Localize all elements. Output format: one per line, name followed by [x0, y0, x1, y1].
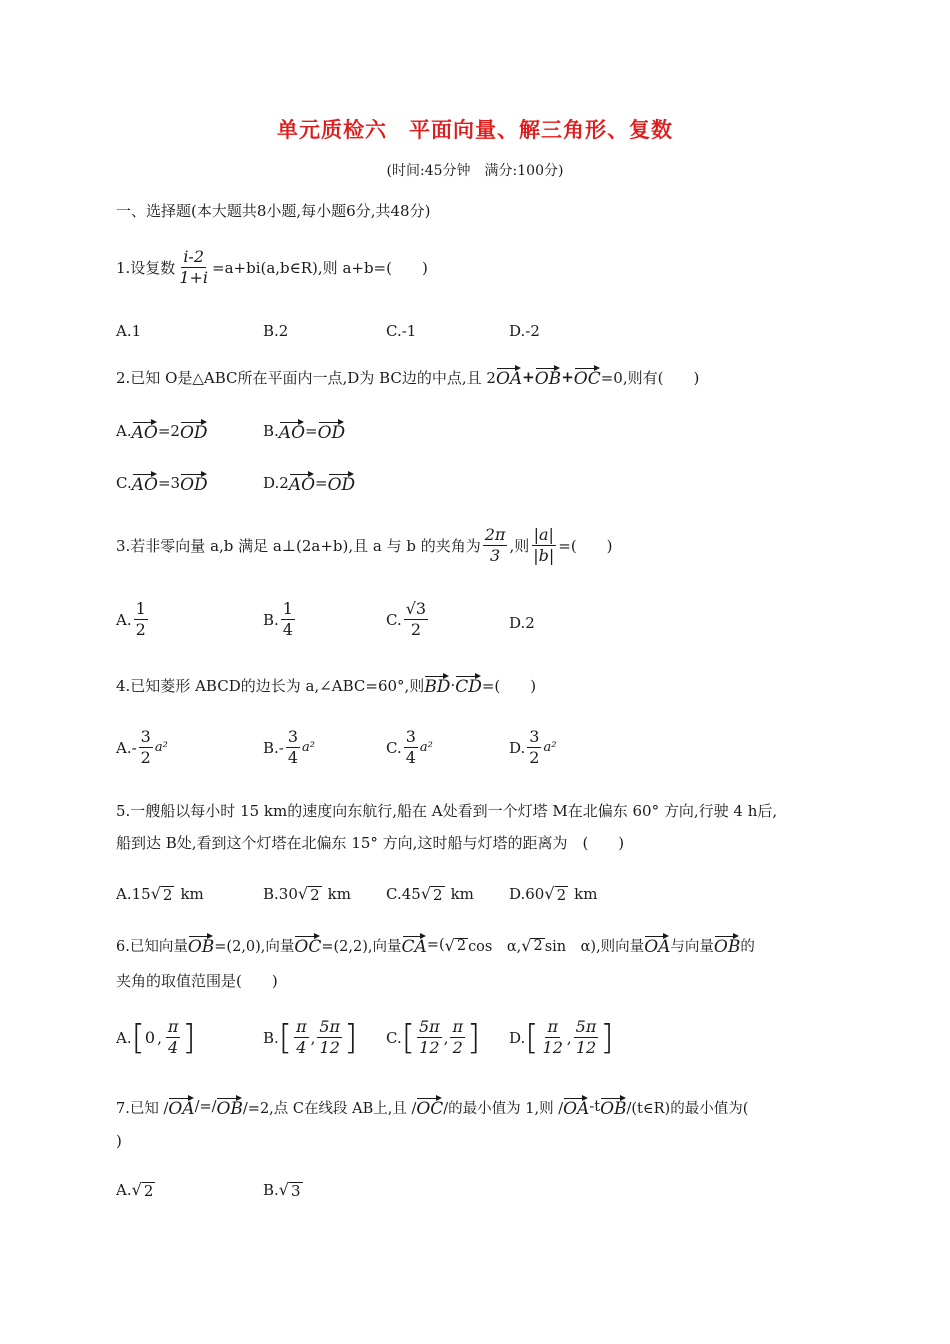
interval-start [294, 1018, 309, 1058]
q5-line-2: 船到达 B处,看到这个灯塔在北偏东 15° 方向,这时船与灯塔的距离为 ( ) [116, 834, 625, 852]
vector-ob: OB [188, 934, 214, 956]
question-3 [116, 526, 613, 566]
option-label: A. [116, 422, 132, 440]
vector-oc: OC [294, 934, 321, 956]
right-bracket: ] [600, 1017, 614, 1058]
right-bracket: ] [344, 1017, 358, 1058]
vector-cd: CD [455, 674, 482, 696]
sqrt: √ 3 [278, 1180, 301, 1200]
radicand: 2 [310, 885, 320, 904]
frac-den: 12 [575, 1038, 597, 1058]
q6-option-c[interactable]: C. [ $\frac{5\pi}{12}$ , $\frac{\pi}{2}$ ] [386, 1017, 481, 1058]
q6-text: =(2,0),向量 [214, 938, 295, 955]
frac-den: 2 [410, 620, 421, 640]
exam-info: (时间:45分钟 满分:100分) [386, 163, 564, 179]
question-1 [116, 248, 428, 288]
sqrt: √ 2 [444, 935, 467, 955]
left-bracket: [ [525, 1017, 539, 1058]
radicand: 3 [291, 1181, 301, 1200]
frac-den: 4 [405, 748, 416, 768]
q7-text: /的最小值为 1,则 / [443, 1100, 564, 1117]
frac-num: 1 [281, 600, 295, 620]
frac-num: π [294, 1018, 309, 1038]
vector-oa: OA [168, 1096, 194, 1118]
q6-text: 与向量 [670, 938, 714, 955]
sqrt: √ 2 [420, 884, 443, 904]
option-text: =3 [157, 474, 181, 492]
sqrt: √ 2 [131, 1180, 154, 1200]
option-text: = [315, 474, 328, 492]
interval-start [541, 1018, 565, 1058]
q4-option-d[interactable] [509, 728, 556, 768]
option-fraction [286, 728, 300, 768]
frac-den: 12 [542, 1038, 563, 1058]
frac-num: 3 [286, 728, 300, 748]
q2-option-a[interactable] [116, 420, 208, 442]
q2-prefix: 2.已知 O是△ABC所在平面内一点,D为 BC边的中点,且 2 [116, 368, 496, 387]
question-2 [116, 366, 699, 388]
q1-option-c[interactable]: C.-1 [386, 322, 417, 340]
frac-den: 4 [296, 1038, 307, 1058]
q1-option-a[interactable]: A.1 [116, 322, 142, 340]
option-label: D.60 [509, 884, 545, 903]
option-fraction [281, 600, 295, 640]
vector-ca: CA [402, 934, 427, 956]
q5-option-b[interactable] [263, 884, 351, 903]
option-label: C. [386, 610, 402, 629]
q1-option-b[interactable]: B.2 [263, 322, 289, 340]
q1-prefix: 1.设复数 [116, 259, 176, 278]
option-label: C.45 [386, 884, 421, 903]
q3-option-a[interactable] [116, 600, 150, 640]
q1-suffix: =a+bi(a,b∈R),则 a+b=( ) [212, 259, 428, 278]
q7-option-b[interactable] [263, 1180, 303, 1199]
vector-ao: AO [289, 472, 315, 494]
q3-option-c[interactable] [386, 600, 430, 640]
question-7 [116, 1096, 748, 1118]
radicand: 2 [556, 885, 567, 904]
a-squared: a² [302, 740, 316, 756]
vector-ao: AO [279, 420, 305, 442]
frac-num: 5π [417, 1018, 442, 1038]
unit: km [574, 884, 598, 903]
frac-den: 2 [529, 748, 540, 768]
vector-od: OD [328, 472, 356, 494]
frac-den: 2 [452, 1038, 463, 1058]
sqrt: √ 2 [150, 884, 173, 904]
q2-plus-1: + [522, 368, 535, 386]
vector-ao: AO [132, 472, 158, 494]
option-label: B. [263, 1180, 279, 1199]
q3-mid: ,则 [509, 537, 530, 556]
section-heading: 一、选择题(本大题共8小题,每小题6分,共48分) [116, 202, 431, 220]
dot-operator: · [450, 676, 456, 694]
question-6 [116, 934, 755, 956]
q4-option-a[interactable] [116, 728, 168, 768]
option-label: B.- [263, 738, 284, 757]
q5-option-d[interactable] [509, 884, 597, 903]
vector-od: OD [180, 420, 208, 442]
q4-option-b[interactable] [263, 728, 315, 768]
unit: km [327, 884, 351, 903]
q7-text: /=2,点 C在线段 AB上,且 / [242, 1100, 417, 1117]
q7-line-2: ) [116, 1132, 122, 1150]
interval-start: 0 [144, 1028, 156, 1048]
q2-plus-2: + [561, 368, 574, 386]
q7-text: /=/ [194, 1099, 217, 1115]
interval-end [166, 1018, 181, 1058]
frac-num: 3 [139, 728, 153, 748]
q1-fraction [177, 248, 210, 288]
q6-option-d[interactable]: D. [ $\frac{\pi}{12}$ , $\frac{5\pi}{12}$ ] [509, 1017, 614, 1058]
option-label: B. [263, 1028, 279, 1047]
q7-text: 7.已知 / [116, 1100, 169, 1117]
radicand: 2 [143, 1181, 154, 1200]
page-title: 单元质检六 平面向量、解三角形、复数 [277, 118, 673, 142]
option-label: B. [263, 610, 279, 629]
frac-den: 4 [287, 748, 299, 768]
frac-den: 3 [489, 546, 501, 566]
option-label: A. [116, 1180, 132, 1199]
unit: km [450, 884, 474, 903]
sqrt: √ 2 [521, 935, 543, 955]
q1-frac-num: i-2 [181, 248, 206, 268]
frac-num: 3 [527, 728, 541, 748]
left-bracket: [ [131, 1017, 145, 1058]
vector-od: OD [180, 472, 208, 494]
option-label: D. [509, 738, 526, 757]
q2-option-d[interactable] [263, 472, 355, 494]
option-text: =2 [157, 422, 180, 440]
frac-num: π [166, 1018, 181, 1038]
q5-option-a[interactable] [116, 884, 204, 903]
vector-ob: OB [216, 1096, 242, 1118]
vector-oa: OA [496, 366, 522, 388]
option-label: C. [386, 1028, 402, 1047]
frac-num: √3 [404, 600, 428, 620]
q3-option-b[interactable] [263, 600, 297, 640]
option-fraction [139, 728, 153, 768]
q2-option-c[interactable] [116, 472, 208, 494]
q7-text: /(t∈R)的最小值为( [626, 1100, 749, 1117]
q5-line-1: 5.一艘船以每小时 15 km的速度向东航行,船在 A处看到一个灯塔 M在北偏东 60° 方向,行驶 4 h后, [116, 802, 778, 820]
q6-text: cos α, [468, 938, 522, 955]
q4-suffix: =( ) [481, 676, 537, 695]
vector-oc: OC [574, 366, 601, 388]
vector-ob: OB [714, 934, 740, 956]
frac-num: 2π [483, 526, 508, 546]
frac-num: 1 [134, 600, 148, 620]
q4-prefix: 4.已知菱形 ABCD的边长为 a,∠ABC=60°,则 [116, 676, 425, 695]
option-label: C. [116, 474, 132, 492]
option-label: D.2 [263, 474, 289, 492]
interval-end [450, 1018, 465, 1058]
interval-end [317, 1018, 342, 1058]
q6-option-a[interactable]: A. [ 0 , $\frac{\pi}{4}$ ] [116, 1017, 196, 1058]
unit: km [180, 884, 204, 903]
radicand: 2 [162, 885, 173, 904]
vector-oc: OC [416, 1096, 443, 1118]
frac-num: 5π [317, 1018, 342, 1038]
right-bracket: ] [466, 1017, 481, 1058]
q2-suffix: =0,则有( ) [600, 368, 700, 387]
question-4 [116, 674, 536, 696]
q6-text: =( [426, 937, 445, 953]
option-fraction [404, 600, 428, 640]
frac-den: 4 [282, 620, 293, 640]
frac-den: 2 [135, 620, 146, 640]
option-fraction [527, 728, 541, 768]
option-label: C. [386, 738, 402, 757]
vector-oa: OA [563, 1096, 589, 1118]
q2-option-b[interactable] [263, 420, 345, 442]
q3-suffix: =( ) [558, 537, 613, 556]
vector-ao: AO [132, 420, 158, 442]
frac-num: π [545, 1018, 560, 1038]
option-fraction [404, 728, 418, 768]
q3-angle-fraction [483, 526, 508, 566]
q3-ratio-fraction [531, 526, 556, 566]
q6-text: 6.已知向量 [116, 938, 188, 955]
left-bracket: [ [401, 1017, 415, 1058]
q7-option-a[interactable] [116, 1180, 155, 1199]
option-label: A. [116, 610, 132, 629]
option-fraction [134, 600, 148, 640]
q4-option-c[interactable] [386, 728, 433, 768]
vector-ob: OB [600, 1096, 626, 1118]
q6-text: =(2,2),向量 [321, 938, 402, 955]
frac-den: 2 [140, 748, 151, 768]
interval-end [574, 1018, 599, 1058]
frac-num: 5π [574, 1018, 599, 1038]
frac-den: 12 [419, 1038, 440, 1058]
vector-oa: OA [644, 934, 670, 956]
right-bracket: ] [182, 1017, 196, 1058]
option-label: A.- [116, 738, 137, 757]
q6-line-2: 夹角的取值范围是( ) [116, 972, 278, 990]
option-label: B.30 [263, 884, 298, 903]
vector-ob: OB [535, 366, 561, 388]
q6-text: sin α),则向量 [544, 938, 645, 955]
q7-text: -t [589, 1099, 601, 1115]
a-squared: a² [419, 740, 433, 756]
q3-prefix: 3.若非零向量 a,b 满足 a⊥(2a+b),且 a 与 b 的夹角为 [116, 537, 481, 556]
frac-num: |a| [532, 526, 556, 546]
frac-num: 3 [404, 728, 418, 748]
frac-den: |b| [533, 546, 555, 566]
radicand: 2 [433, 885, 443, 904]
left-bracket: [ [278, 1017, 293, 1058]
option-label: B. [263, 422, 279, 440]
radicand: 2 [456, 937, 467, 954]
q1-option-d[interactable]: D.-2 [509, 322, 540, 340]
option-label: A.15 [116, 884, 151, 903]
q6-option-b[interactable]: B. [ $\frac{\pi}{4}$ , $\frac{5\pi}{12}$ ] [263, 1017, 358, 1058]
sqrt: √ 2 [297, 884, 320, 904]
frac-num: π [450, 1018, 465, 1038]
option-label: D. [509, 1028, 526, 1047]
q1-frac-den: 1+i [179, 268, 209, 288]
q3-option-d[interactable]: D.2 [509, 614, 535, 632]
q5-option-c[interactable] [386, 884, 474, 903]
vector-od: OD [318, 420, 346, 442]
a-squared: a² [154, 740, 168, 756]
a-squared: a² [543, 740, 557, 756]
option-label: A. [116, 1028, 132, 1047]
frac-den: 4 [168, 1038, 179, 1058]
sqrt: √ 2 [544, 884, 567, 904]
q6-text: 的 [740, 938, 755, 955]
radicand: 2 [533, 937, 543, 954]
interval-start [417, 1018, 442, 1058]
frac-den: 12 [319, 1038, 340, 1058]
option-text: = [305, 422, 318, 440]
vector-bd: BD [424, 674, 450, 696]
